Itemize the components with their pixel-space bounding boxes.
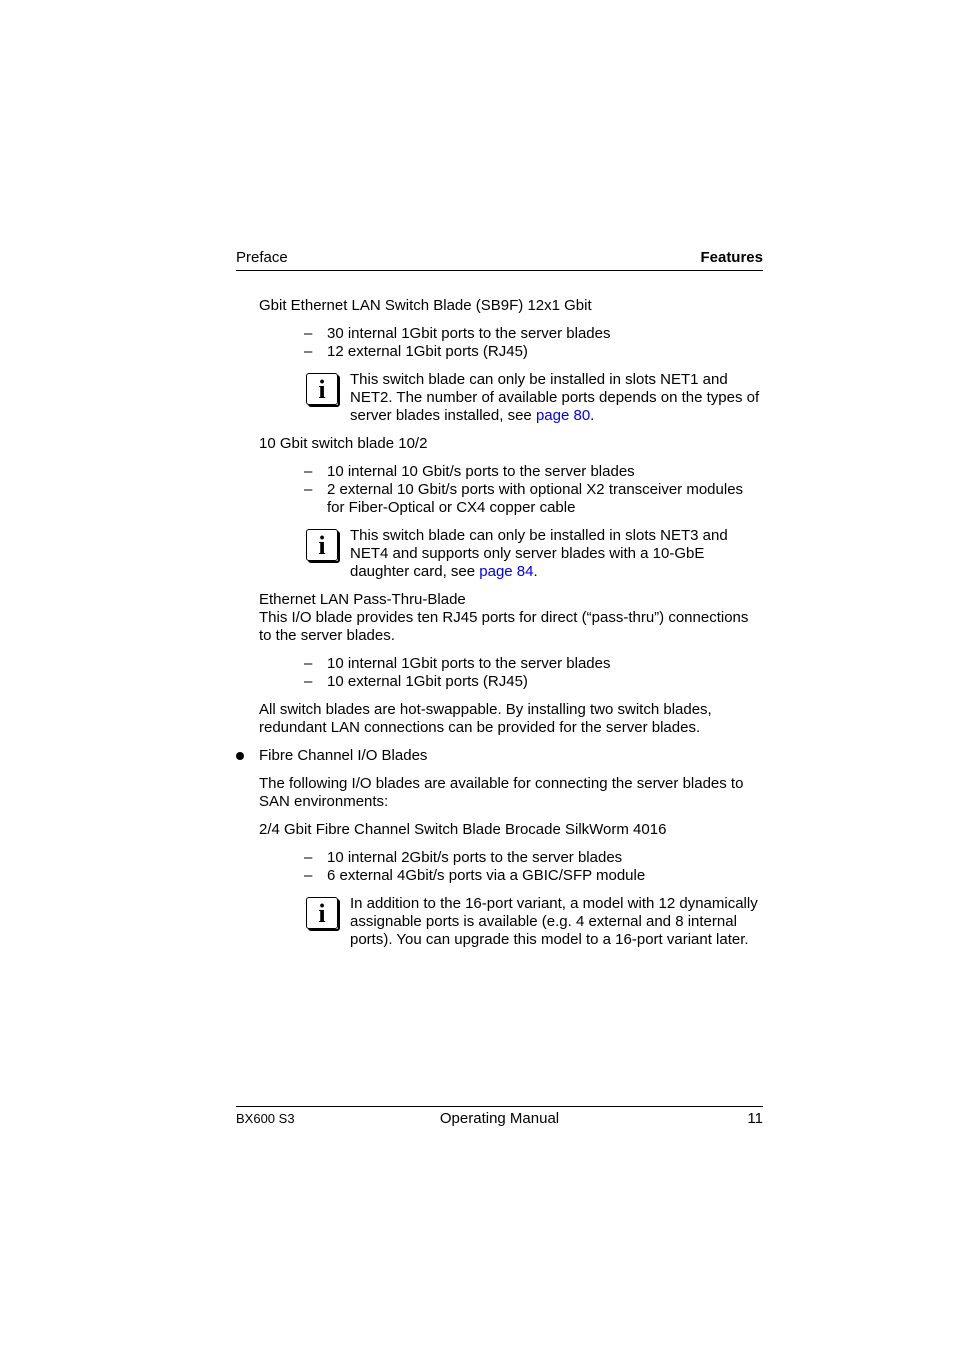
info-icon: i (306, 373, 338, 405)
page-footer (236, 1106, 763, 1131)
bullet-icon (236, 752, 244, 760)
list-item: – 10 external 1Gbit ports (RJ45) (304, 673, 528, 690)
10gbit-title: 10 Gbit switch blade 10/2 (259, 435, 428, 452)
footer-product: BX600 S3 (236, 1111, 295, 1126)
page-header (236, 249, 763, 271)
header-chapter-title: Features (700, 249, 763, 266)
page-content (236, 297, 763, 949)
list-item: – 10 internal 1Gbit ports to the server blades (304, 655, 611, 672)
page-link[interactable]: page 80 (535, 407, 591, 424)
info-note: i This switch blade can only be installed in slots NET1 and NET2. The number of available ports depends on the types of server blades installed, see page 80. (350, 371, 763, 425)
hot-swap-summary: All switch blades are hot-swappable. By installing two switch blades, redundant LAN connections can be provided for the server blades. (259, 701, 712, 736)
list-item: – 30 internal 1Gbit ports to the server blades (304, 325, 611, 342)
list-item: – 10 internal 10 Gbit/s ports to the server blades (304, 463, 635, 480)
list-item: – 2 external 10 Gbit/s ports with optional X2 transceiver modules for Fiber-Optical or CX4 copper cable (304, 481, 744, 516)
bullet-item: Fibre Channel I/O Blades (259, 747, 763, 765)
list-item: – 6 external 4Gbit/s ports via a GBIC/SFP module (304, 867, 646, 884)
page-number: 11 (747, 1110, 763, 1127)
fc-intro: The following I/O blades are available for connecting the server blades to SAN environments: (259, 775, 744, 810)
list-item: – 12 external 1Gbit ports (RJ45) (304, 343, 528, 360)
page-link[interactable]: page 84 (479, 563, 534, 580)
passthru-title: Ethernet LAN Pass-Thru-Blade (259, 591, 466, 608)
list-item: – 10 internal 2Gbit/s ports to the server blades (304, 849, 623, 866)
sb9f-title: Gbit Ethernet LAN Switch Blade (SB9F) 12x1 Gbit (259, 297, 592, 314)
fc-switch-title: 2/4 Gbit Fibre Channel Switch Blade Brocade SilkWorm 4016 (259, 821, 667, 838)
info-icon: i (306, 529, 338, 561)
info-note: i In addition to the 16-port variant, a model with 12 dynamically assignable ports is available (e.g. 4 external and 8 internal ports). You can upgrade this model to a 16-port variant later. (350, 895, 763, 949)
info-icon: i (306, 897, 338, 929)
passthru-description: This I/O blade provides ten RJ45 ports for direct (“pass-thru”) connections to the server blades. (259, 609, 749, 644)
footer-manual-title: Operating Manual (439, 1110, 560, 1127)
info-note: i This switch blade can only be installed in slots NET3 and NET4 and supports only server blades with a 10-GbE daughter card, see page 84. (350, 527, 763, 581)
header-section-label: Preface (236, 249, 288, 266)
